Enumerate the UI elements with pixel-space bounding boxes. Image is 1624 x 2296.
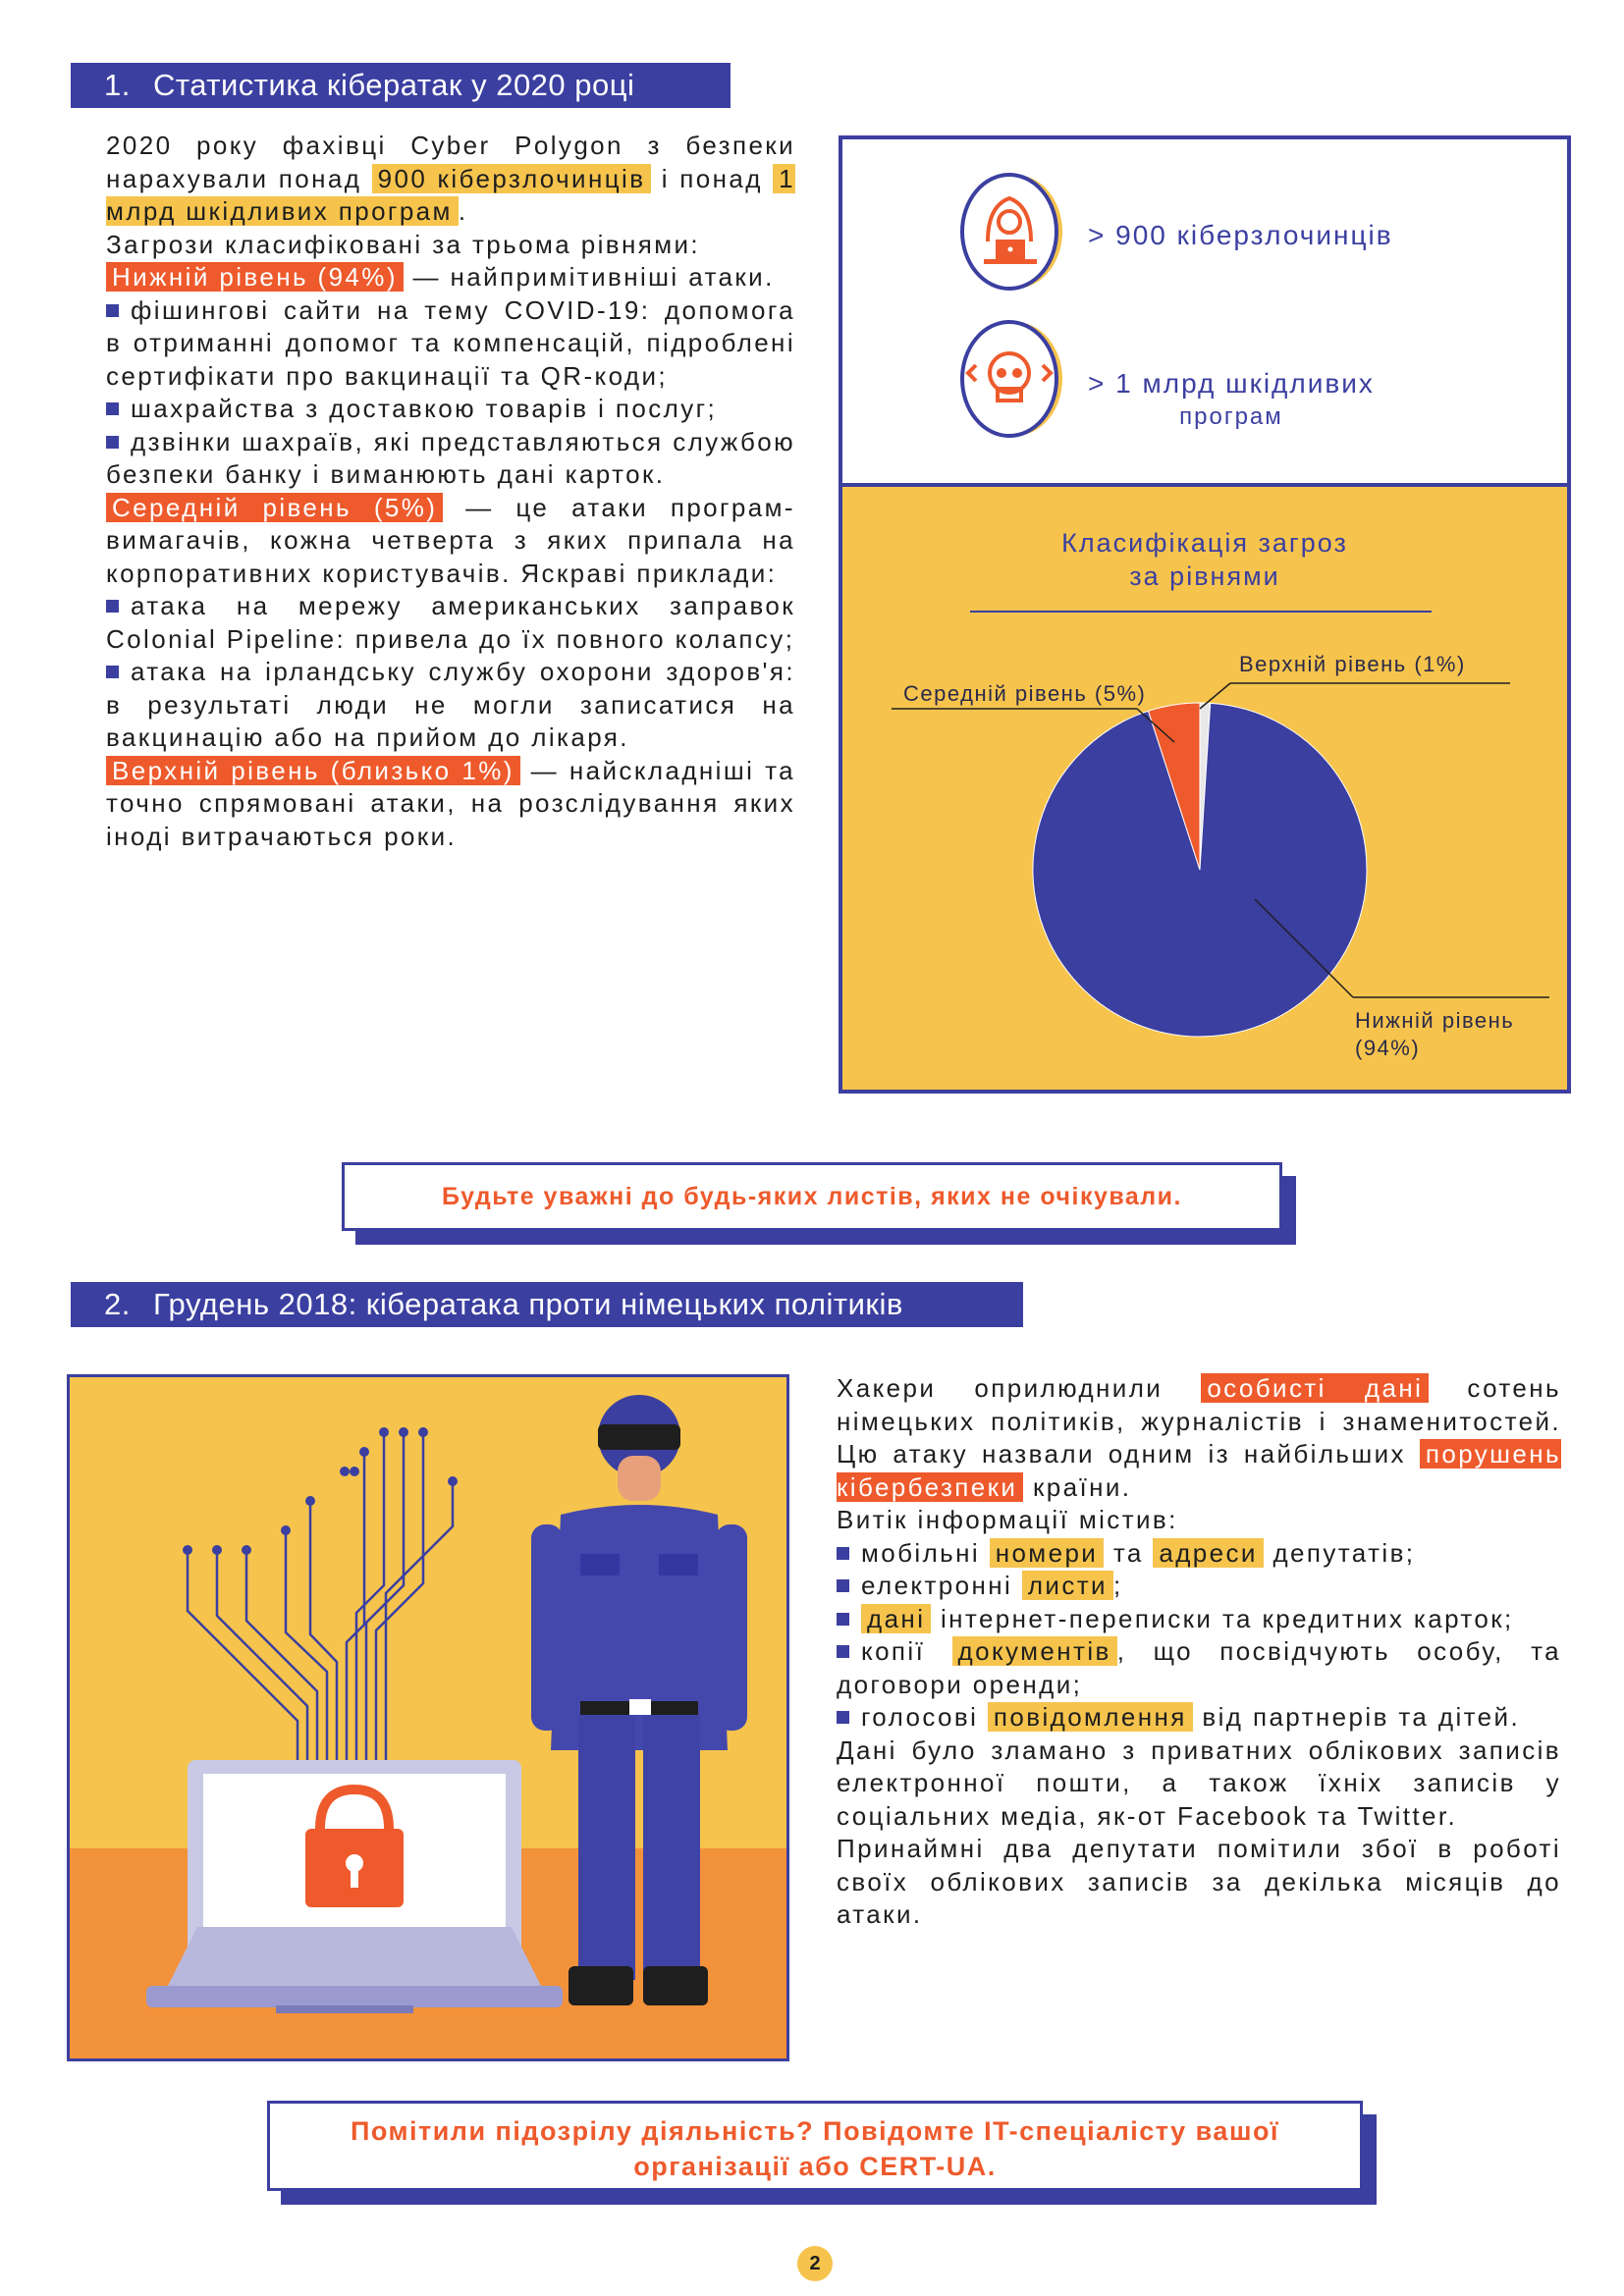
section2-paragraph1: Хакери оприлюднили особисті дані сотень німецьких політиків, журналістів і знаменитостей. Цю атаку назвали одним із найбільших порушень кібербезпеки країни. xyxy=(837,1373,1561,1502)
section1-title: Статистика кібератак у 2020 році xyxy=(153,68,635,102)
low-level-label: Нижній рівень (94%) xyxy=(106,262,404,292)
page-number: 2 xyxy=(797,2246,833,2281)
stat-cybercriminals: > 900 кіберзлочинців xyxy=(1088,220,1393,250)
section2-number: 2. xyxy=(104,1287,131,1321)
list-item: мобільні номери та адреси депутатів; xyxy=(837,1537,1561,1571)
hacker-icon xyxy=(958,169,1066,296)
list-item: дані інтернет-переписки та кредитних карток; xyxy=(837,1603,1561,1636)
high-level-label: Верхній рівень (близько 1%) xyxy=(106,756,520,785)
classified-line: Загрози класифіковані за трьома рівнями: xyxy=(106,229,701,259)
chart-title: Класифікація загроз за рівнями xyxy=(1061,528,1348,591)
list-item: шахрайства з доставкою товарів і послуг; xyxy=(106,393,795,426)
callout-report: Помітили підозрілу діяльність? Повідомте IT-спеціалісту вашої організації або CERT-UA. xyxy=(267,2101,1363,2191)
highlight-personal-data: особисті дані xyxy=(1201,1373,1429,1403)
pie-chart xyxy=(842,487,1567,1090)
leak-intro: Витік інформації містив: xyxy=(837,1505,1178,1534)
callout-emails: Будьте уважні до будь-яких листів, яких не очікували. xyxy=(342,1162,1282,1231)
bullet-square-icon xyxy=(837,1579,849,1592)
pie-label-high: Верхній рівень (1%) xyxy=(1239,652,1466,676)
mid-level-label: Середній рівень (5%) xyxy=(106,493,443,522)
list-item: атака на мережу американських заправок Colonial Pipeline: привела до їх повного колапсу; xyxy=(106,591,795,654)
skull-icon xyxy=(958,316,1066,444)
stat-malware: > 1 млрд шкідливих програм xyxy=(1088,368,1375,430)
list-item: електронні листи ; xyxy=(837,1570,1561,1603)
list-item: атака на ірландську службу охорони здоров'я: в результаті люди не могли записатися на вакцинацію або на прийом до лікаря. xyxy=(106,657,795,752)
bullet-square-icon xyxy=(837,1613,849,1626)
section1-number: 1. xyxy=(104,68,131,102)
intro-paragraph: 2020 року фахівці Cyber Polygon з безпеки нарахували понад 900 кіберзлочинців і понад 1 млрд шкідливих програм . xyxy=(106,131,796,226)
section2-title: Грудень 2018: кібератака проти німецьких політиків xyxy=(153,1287,903,1321)
bullet-square-icon xyxy=(837,1711,849,1724)
hacker-laptop-illustration xyxy=(70,1377,786,2058)
section2-text xyxy=(837,1372,1561,1932)
section2-paragraph2: Дані було зламано з приватних облікових записів електронної пошти, а також їхніх записів у соціальних медіа, як-от Facebook та Twitter. xyxy=(837,1735,1561,1831)
bullet-square-icon xyxy=(106,436,119,449)
bullet-square-icon xyxy=(837,1645,849,1658)
bullet-square-icon xyxy=(106,304,119,317)
list-item: копії документів , що посвідчують особу, та договори оренди; xyxy=(837,1636,1561,1699)
highlight-security-breach: порушень кібербезпеки xyxy=(837,1439,1561,1502)
highlight-malware: 1 млрд шкідливих програм xyxy=(106,163,796,226)
list-item: голосові повідомлення від партнерів та дітей. xyxy=(837,1701,1561,1735)
section2-header xyxy=(71,1282,1023,1327)
high-level-paragraph: Верхній рівень (близько 1%) — найскладніші та точно спрямовані атаки, на розслідування яких іноді витрачаються роки. xyxy=(106,755,795,851)
highlight-cybercriminals: 900 кіберзлочинців xyxy=(372,164,652,193)
list-item: дзвінки шахраїв, які представляються службою безпеки банку і виманюють дані карток. xyxy=(106,426,795,489)
section1-text xyxy=(106,130,795,853)
pie-label-low: Нижній рівень (94%) xyxy=(1355,1008,1515,1060)
section2-paragraph3: Принаймні два депутати помітили збої в роботі своїх облікових записів за декілька місяців до атаки. xyxy=(837,1834,1561,1929)
chart-panel xyxy=(839,483,1571,1094)
bullet-square-icon xyxy=(837,1547,849,1560)
stats-panel xyxy=(839,135,1571,483)
list-item: фішингові сайти на тему COVID-19: допомога в отриманні допомог та компенсацій, підроблені сертифікати про вакцинації та QR-коди; xyxy=(106,294,795,391)
bullet-square-icon xyxy=(106,666,119,678)
illustration xyxy=(67,1374,789,2061)
pie-label-mid: Середній рівень (5%) xyxy=(903,681,1147,706)
mid-level-paragraph: Середній рівень (5%) — це атаки програм-вимагачів, кожна четверта з яких припала на корпоративних користувачів. Яскраві приклади: xyxy=(106,492,795,588)
bullet-square-icon xyxy=(106,402,119,415)
section1-header xyxy=(71,63,731,108)
low-level-paragraph: Нижній рівень (94%) — найпримітивніші атаки. xyxy=(106,261,795,294)
bullet-square-icon xyxy=(106,600,119,613)
